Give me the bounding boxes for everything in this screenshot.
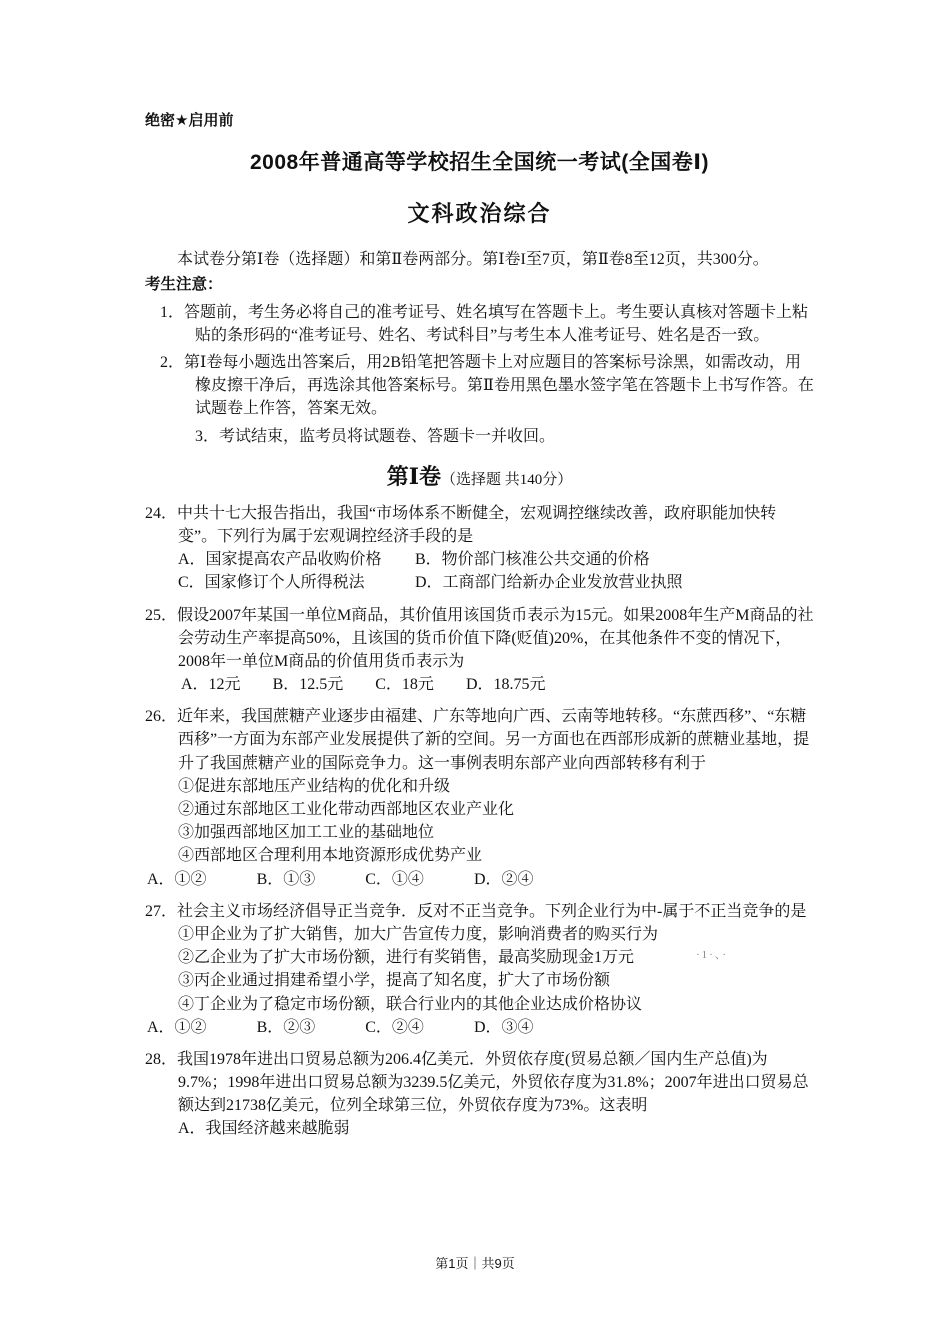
question-26	[145, 705, 814, 891]
classification-label: 绝密★启用前	[145, 112, 234, 129]
question-25	[145, 604, 814, 697]
exam-title: 2008年普通高等学校招生全国统一考试(全国卷Ⅰ)	[249, 150, 709, 174]
notice-item-3: 3．考试结束，监考员将试题卷、答题卡一并收回。	[195, 427, 556, 445]
question-27-options	[145, 1016, 814, 1039]
question-26-stem: 26．近年来，我国蔗糖产业逐步由福建、广东等地向广西、云南等地转移。“东蔗西移”、“东糖西移”一方面为东部产业发展提供了新的空间。另一方面也在西部形成新的蔗糖业基地，提升了我国蔗糖产业的国际竞争力。这一事例表明东部产业向西部转移有利于	[145, 708, 810, 772]
question-28	[145, 1048, 814, 1141]
question-27-option-b: B．②③	[256, 1018, 316, 1036]
question-26-option-d: D．②④	[473, 870, 534, 888]
question-24-option-a: A．国家提高农产品收购价格	[178, 551, 382, 569]
question-24-options	[145, 548, 814, 594]
stray-scan-mark: ·1·、·	[696, 949, 728, 961]
question-27-subitem-2: ②乙企业为了扩大市场份额，进行有奖销售，最高奖励现金1万元	[178, 949, 635, 967]
question-27-option-d: D．③④	[473, 1018, 534, 1036]
page-footer: 第1页｜共9页	[435, 1256, 515, 1272]
question-25-option-b: B．12.5元	[272, 676, 344, 694]
question-26-subitem-2: ②通过东部地区工业化带动西部地区农业产业化	[178, 801, 515, 818]
question-24	[145, 502, 814, 595]
section-title: 第Ⅰ卷	[386, 463, 442, 489]
question-26-subitem-4: ④西部地区合理利用本地资源形成优势产业	[178, 847, 483, 865]
question-25-option-c: C．18元	[375, 676, 434, 694]
question-26-subitem-1: ①促进东部地压产业结构的优化和升级	[178, 777, 451, 795]
notice-heading: 考生注意：	[145, 276, 223, 294]
question-24-option-b: B．物价部门核准公共交通的价格	[415, 551, 650, 569]
question-25-option-d: D．18.75元	[465, 676, 546, 694]
notice-item-1: 1．答题前，考生务必将自己的准考证号、姓名填写在答题卡上。考生要认真核对答题卡上粘贴的条形码的“准考证号、姓名、考试科目”与考生本人准考证号、姓名是否一致。	[160, 303, 809, 344]
question-27	[145, 900, 814, 1039]
question-26-subitem-3: ③加强西部地区加工工业的基础地位	[178, 824, 435, 842]
question-26-option-c: C．①④	[365, 870, 424, 888]
question-28-stem: 28．我国1978年进出口贸易总额为206.4亿美元．外贸依存度(贸易总额／国内生产总值)为9.7%；1998年进出口贸易总额为3239.5亿美元，外贸依存度为31.8%；2007年进出口贸易总额达到21738亿美元，位列全球第三位，外贸依存度为73%。这表明	[145, 1050, 809, 1115]
question-24-option-d: D．工商部门给新办企业发放营业执照	[415, 574, 683, 592]
question-28-option-a: A．我国经济越来越脆弱	[178, 1120, 350, 1138]
question-27-subitem-3: ③丙企业通过捐建希望小学，提高了知名度，扩大了市场份额	[178, 972, 611, 990]
section-heading	[145, 461, 814, 493]
exam-subject-title: 文科政治综合	[407, 201, 552, 227]
notice-item-2: 2．第Ⅰ卷每小题选出答案后，用2B铅笔把答题卡上对应题目的答案标号涂黑，如需改动，用橡皮擦干净后，再选涂其他答案标号。第Ⅱ卷用黑色墨水签字笔在答题卡上书写作答。在试题卷上作答，答案无效。	[160, 354, 814, 418]
paper-structure-note: 本试卷分第Ⅰ卷（选择题）和第Ⅱ卷两部分。第Ⅰ卷I至7页，第Ⅱ卷8至12页，共300分。	[177, 251, 769, 269]
question-27-stem: 27．社会主义市场经济倡导正当竞争．反对不正当竞争。下列企业行为中-属于不正当竞争的是	[145, 902, 807, 920]
question-27-subitem-1: ①甲企业为了扩大销售，加大广告宣传力度，影响消费者的购买行为	[178, 925, 659, 943]
question-27-option-a: A．①②	[147, 1018, 207, 1036]
question-26-option-a: A．①②	[147, 870, 207, 888]
question-26-options	[145, 868, 814, 891]
question-25-stem: 25．假设2007年某国一单位M商品，其价值用该国货币表示为15元。如果2008年生产M商品的社会劳动生产率提高50%，且该国的货币价值下降(贬值)20%，在其他条件不变的情况下，2008年一单位M商品的价值用货币表示为	[145, 606, 814, 670]
question-25-options	[145, 673, 814, 696]
question-26-option-b: B．①③	[256, 870, 316, 888]
question-24-stem: 24．中共十七大报告指出，我国“市场体系不断健全，宏观调控继续改善，政府职能加快转变”。下列行为属于宏观调控经济手段的是	[145, 504, 777, 545]
question-27-subitem-4: ④丁企业为了稳定市场份额，联合行业内的其他企业达成价格协议	[178, 995, 643, 1013]
question-24-option-c: C．国家修订个人所得税法	[178, 574, 365, 592]
section-subtitle: （选择题 共140分）	[441, 471, 573, 488]
question-27-option-c: C．②④	[365, 1018, 424, 1036]
question-25-option-a: A．12元	[181, 676, 241, 694]
